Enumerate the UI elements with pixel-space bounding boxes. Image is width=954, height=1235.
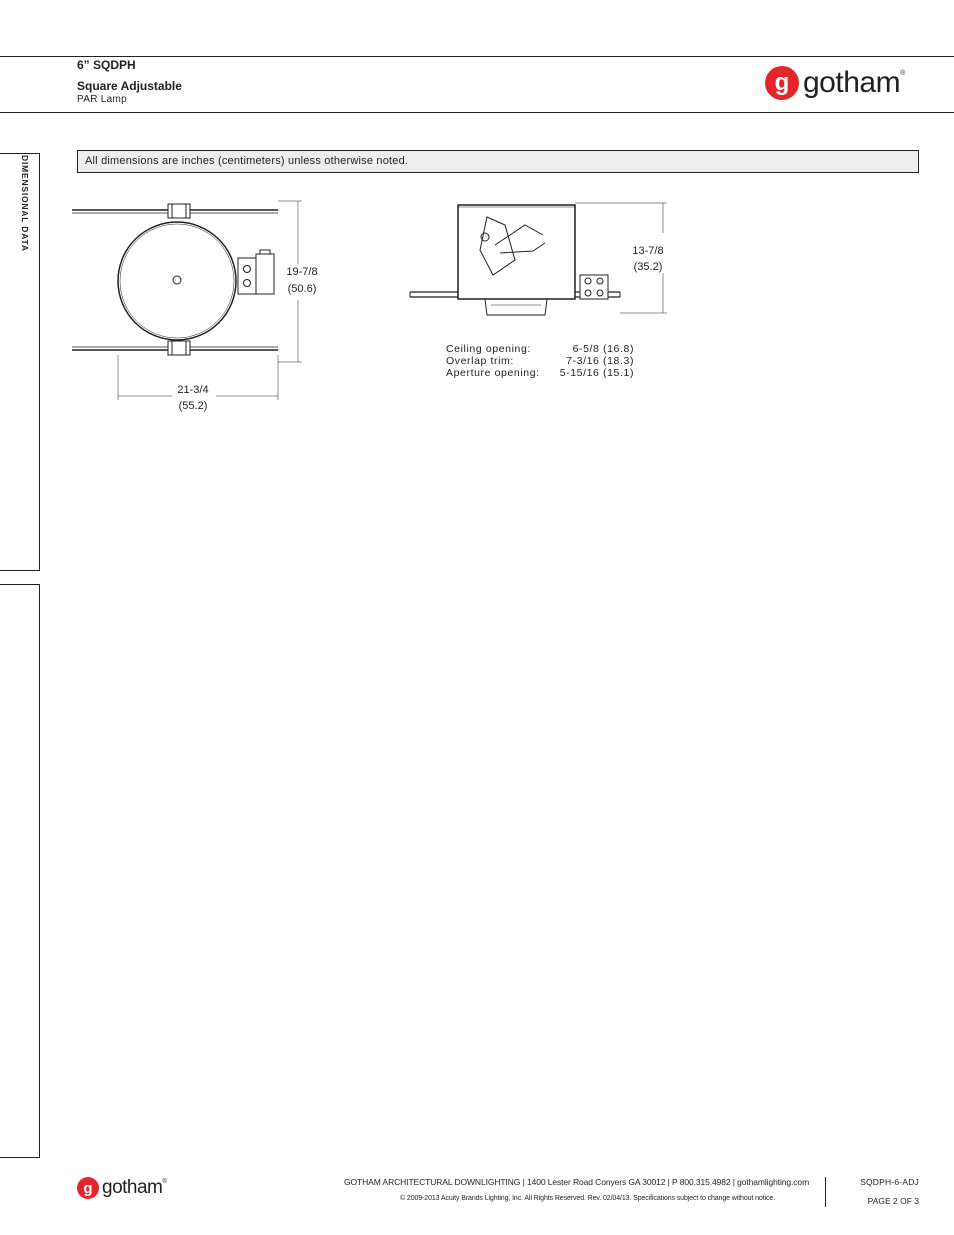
side-tab-label: DIMENSIONAL DATA [20,155,30,252]
footer-logo [77,1177,167,1199]
plan-width-metric: (55.2) [178,400,208,412]
side-tab-empty [0,584,40,1158]
footer-divider [825,1177,826,1207]
footer-logo-mark-icon: g [77,1177,99,1199]
spec-label: Ceiling opening: [446,343,531,355]
logo-registered-mark: ® [900,70,906,77]
elevation-height-metric: (35.2) [633,261,663,273]
footer-product-code: SQDPH-6-ADJ [860,1177,919,1187]
logo-mark-icon: g [765,66,799,100]
header-bottom-rule [0,112,954,113]
spec-row [446,367,634,379]
logo-wordmark: gotham [803,66,901,99]
page-subtitle: Square Adjustable [77,79,182,93]
footer-logo-registered-mark: ® [162,1179,167,1185]
lamp-type: PAR Lamp [77,94,128,105]
page-title: 6” SQDPH [77,58,136,72]
spec-value: 5-15/16 (15.1) [559,367,635,379]
footer-address: GOTHAM ARCHITECTURAL DOWNLIGHTING | 1400 Lester Road Conyers GA 30012 | P 800.315.4982 | gothamlighting.com [344,1177,810,1187]
elevation-height-label: 13-7/8 [632,245,664,257]
spec-row [446,343,634,355]
header-logo [765,66,905,100]
footer-copyright: © 2009-2013 Acuity Brands Lighting, Inc. All Rights Reserved. Rev. 02/04/13. Specifications subject to change without notice. [400,1195,776,1202]
header-top-rule [0,56,954,57]
spec-label: Overlap trim: [446,355,514,367]
opening-specs-table [446,343,634,379]
spec-value: 6-5/8 (16.8) [572,343,635,355]
footer-logo-wordmark: gotham [102,1177,163,1198]
dimensions-note: All dimensions are inches (centimeters) unless otherwise noted. [77,150,919,173]
spec-value: 7-3/16 (18.3) [566,355,635,367]
plan-view-drawing [60,190,340,420]
footer-page-number: PAGE 2 OF 3 [867,1196,919,1206]
plan-height-metric: (50.6) [287,283,317,295]
spec-label: Aperture opening: [446,367,540,379]
plan-width-label: 21-3/4 [177,384,209,396]
spec-row [446,355,634,367]
elevation-view-drawing [405,195,680,325]
plan-height-label: 19-7/8 [286,266,318,278]
